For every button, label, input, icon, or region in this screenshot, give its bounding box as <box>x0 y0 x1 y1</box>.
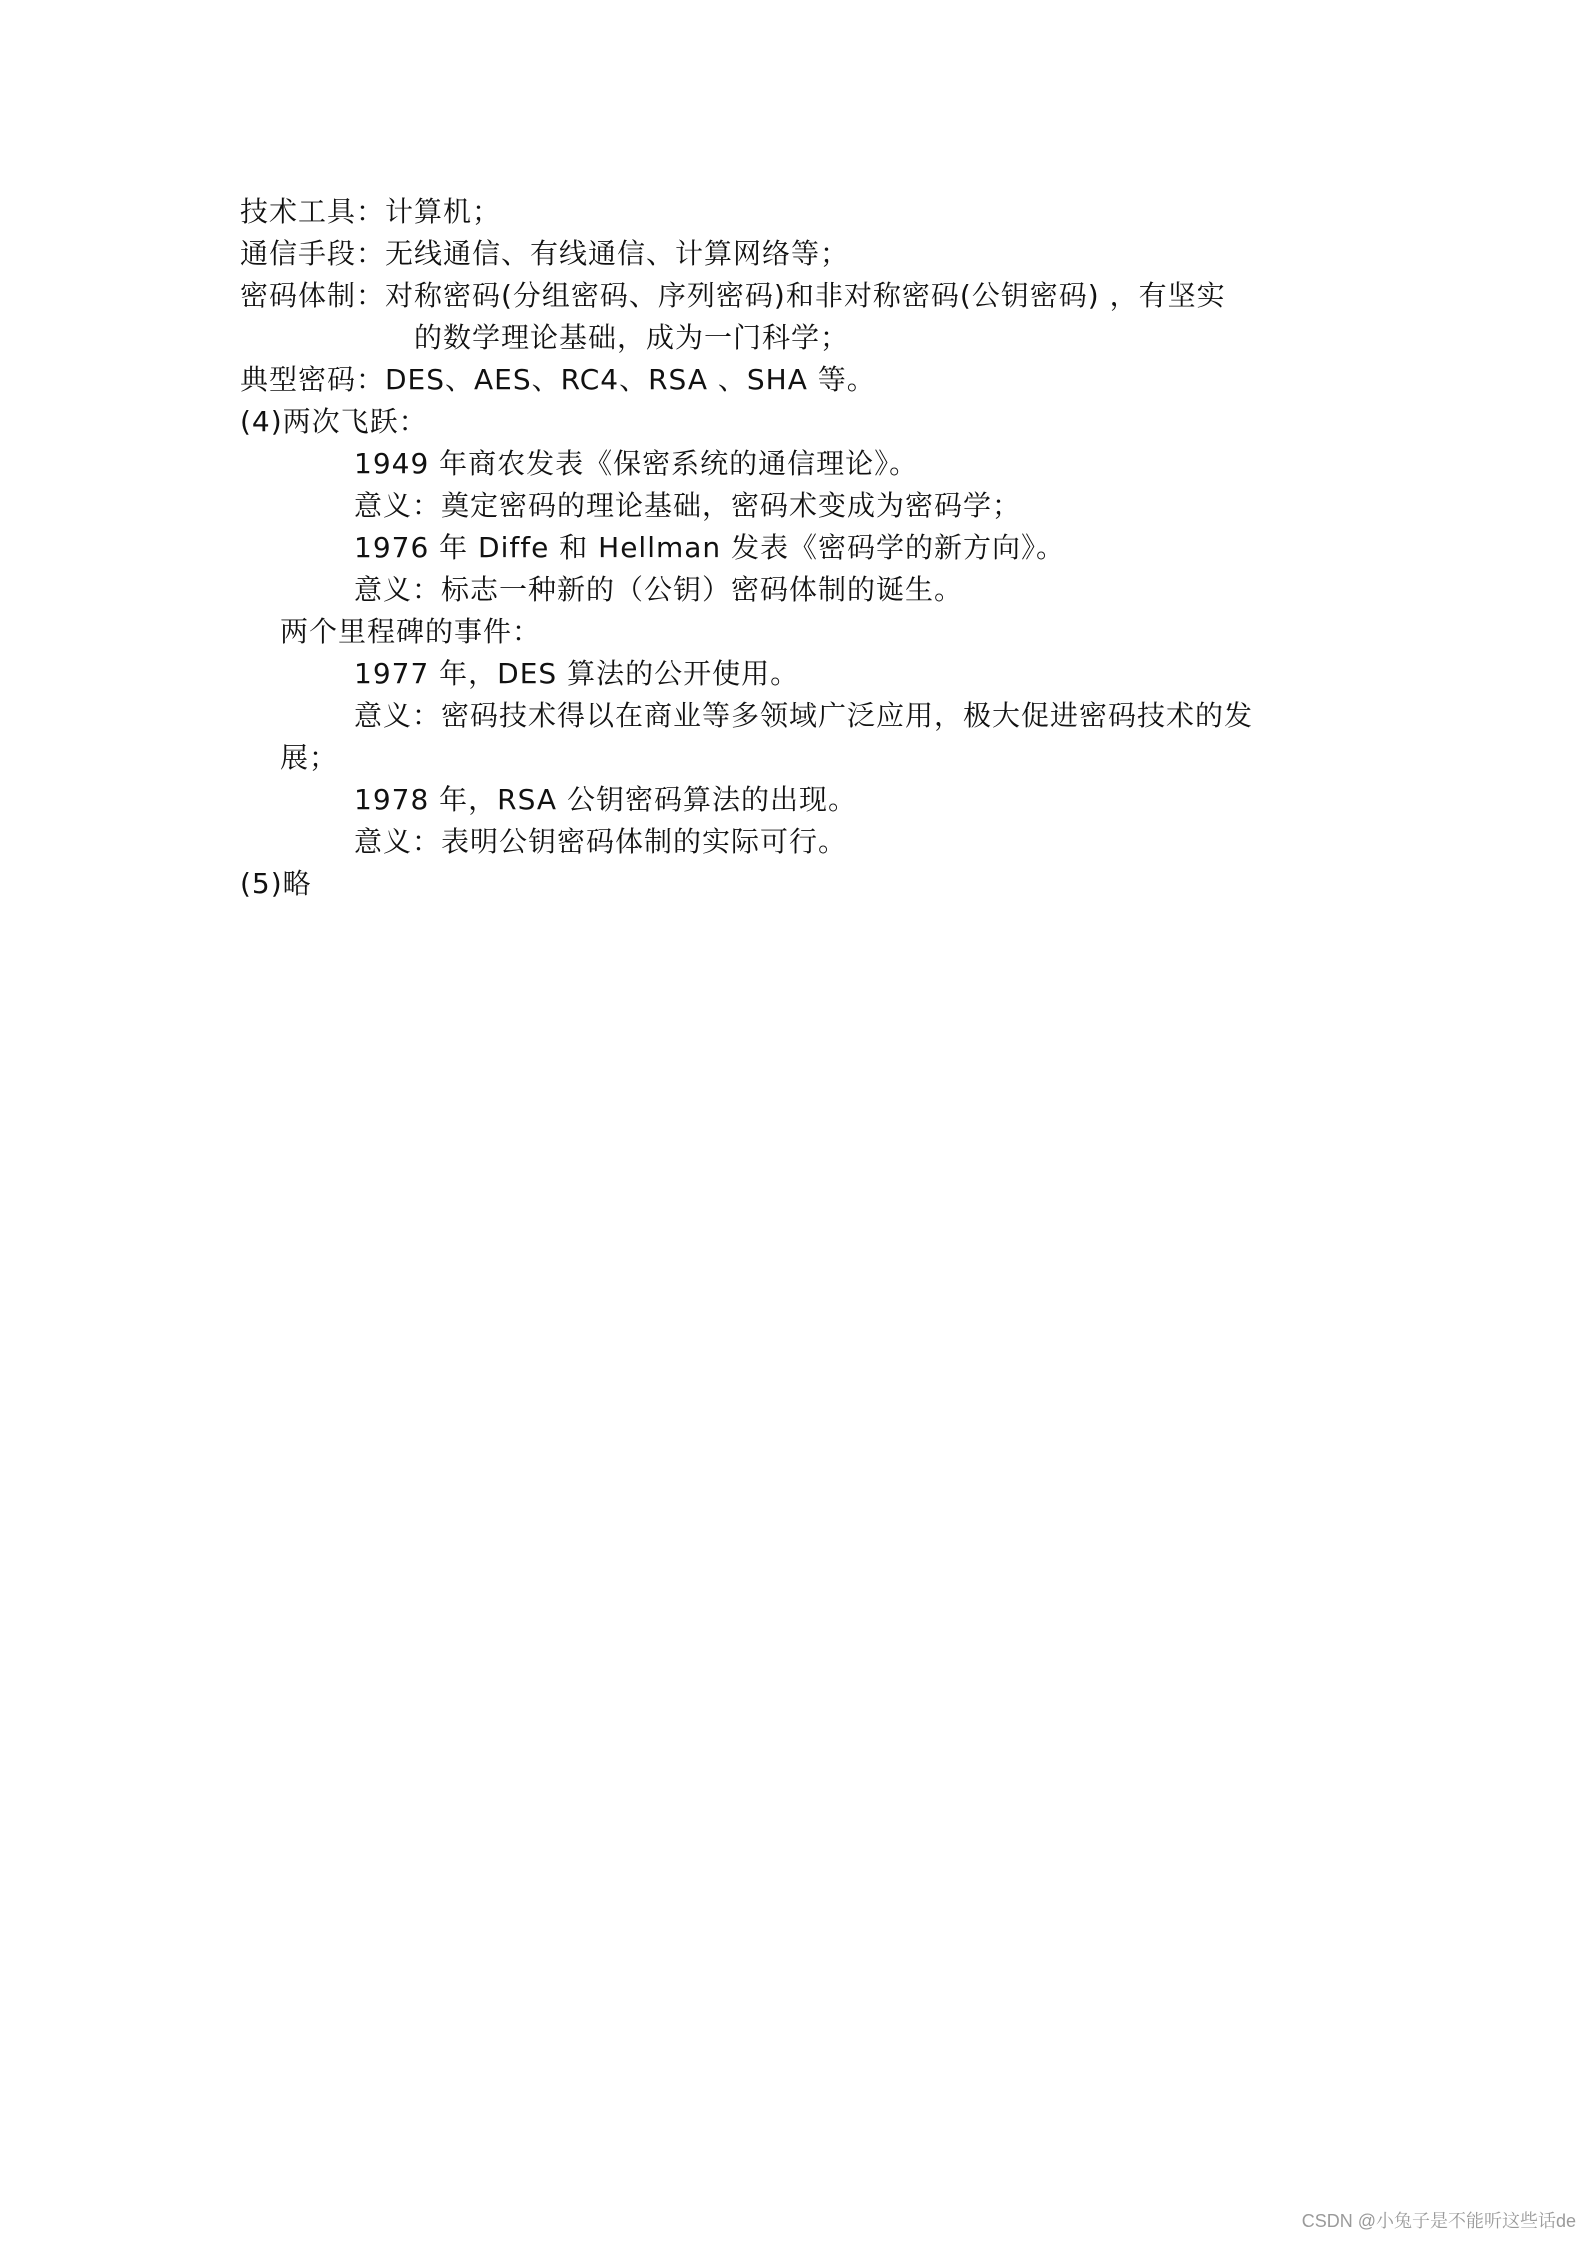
line-1978-event: 1978 年，RSA 公钥密码算法的出现。 <box>354 783 857 816</box>
line-1977-significance: 意义：密码技术得以在商业等多领域广泛应用，极大促进密码技术的发 <box>354 699 1254 732</box>
line-cipher-system-continued: 的数学理论基础，成为一门科学； <box>414 321 850 354</box>
line-communication-means: 通信手段：无线通信、有线通信、计算网络等； <box>240 237 850 270</box>
line-milestones-heading: 两个里程碑的事件： <box>280 615 542 648</box>
line-cipher-system: 密码体制：对称密码(分组密码、序列密码)和非对称密码(公钥密码) ，有坚实 <box>240 279 1226 312</box>
line-two-leaps-heading: (4)两次飞跃： <box>240 405 428 438</box>
line-1976-event: 1976 年 Diffe 和 Hellman 发表《密码学的新方向》。 <box>354 531 1066 564</box>
line-1976-significance: 意义：标志一种新的（公钥）密码体制的诞生。 <box>354 573 964 606</box>
line-1949-event: 1949 年商农发表《保密系统的通信理论》。 <box>354 447 919 480</box>
line-1978-significance: 意义：表明公钥密码体制的实际可行。 <box>354 825 848 858</box>
line-1977-significance-continued: 展； <box>280 741 339 774</box>
line-tech-tools: 技术工具：计算机； <box>240 195 502 228</box>
line-1949-significance: 意义：奠定密码的理论基础，密码术变成为密码学； <box>354 489 1022 522</box>
line-item-5: (5)略 <box>240 867 312 900</box>
csdn-watermark: CSDN @小兔子是不能听这些话de <box>1301 2211 1576 2231</box>
line-typical-ciphers: 典型密码：DES、AES、RC4、RSA 、SHA 等。 <box>240 363 876 396</box>
line-1977-event: 1977 年，DES 算法的公开使用。 <box>354 657 800 690</box>
